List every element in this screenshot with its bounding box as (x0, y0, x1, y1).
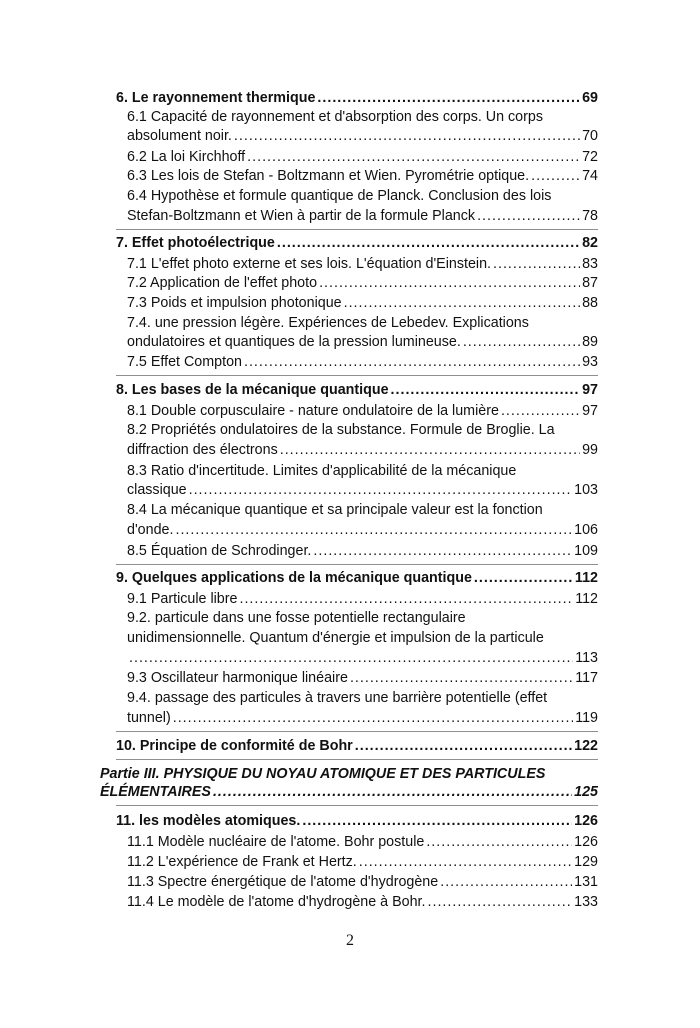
dot-leader (175, 520, 572, 540)
toc-entry-title: Stefan-Boltzmann et Wien à partir de la formule Planck (127, 208, 476, 224)
toc-section-entry[interactable] (127, 589, 598, 609)
toc-section-entry[interactable] (127, 126, 598, 146)
toc-entry-title: 6. Le rayonnement thermique (116, 90, 316, 106)
toc-entry-title: 11.3 Spectre énergétique de l'atome d'hydrogène (127, 874, 439, 890)
dot-leader (531, 166, 580, 186)
toc-section-entry[interactable] (127, 420, 598, 440)
toc-entry-title: 9. Quelques applications de la mécanique quantique (116, 570, 472, 586)
toc-page-number: 82 (582, 235, 598, 251)
toc-section-entry[interactable] (127, 628, 598, 648)
dot-leader (280, 440, 580, 460)
toc-entry-title: classique (127, 482, 187, 498)
toc-section-entry[interactable] (127, 147, 598, 167)
toc-entry-title: tunnel) (127, 710, 171, 726)
toc-section-entry[interactable] (127, 440, 598, 460)
toc-entry-title: 8.4 La mécanique quantique et sa principale valeur est la fonction (127, 502, 543, 518)
toc-entry-title: 8. Les bases de la mécanique quantique (116, 382, 389, 398)
toc-section-entry[interactable] (127, 892, 598, 912)
toc-section-entry[interactable] (127, 852, 598, 872)
toc-entry-title: diffraction des électrons (127, 442, 278, 458)
dot-leader (313, 541, 572, 561)
dot-leader (319, 273, 580, 293)
toc-entry-title: 11.1 Modèle nucléaire de l'atome. Bohr postule (127, 834, 425, 850)
toc-entry-title: 6.2 La loi Kirchhoff (127, 149, 246, 165)
toc-chapter-entry[interactable] (116, 811, 598, 831)
toc-entry-title: 8.3 Ratio d'incertitude. Limites d'applicabilité de la mécanique (127, 463, 517, 479)
dot-leader (350, 668, 573, 688)
toc-chapter-entry[interactable] (116, 88, 598, 108)
dot-leader (463, 332, 580, 352)
toc-entry-title: absolument noir. (127, 128, 232, 144)
toc-section-entry[interactable] (127, 206, 598, 226)
toc-section-entry[interactable] (127, 832, 598, 852)
toc-page-number: 133 (574, 894, 598, 910)
toc-page-number: 125 (574, 784, 598, 800)
toc-page-number: 106 (574, 522, 598, 538)
dot-leader (247, 147, 580, 167)
toc-page-number: 83 (582, 256, 598, 272)
toc-section-entry[interactable] (127, 352, 598, 372)
toc-section-entry[interactable] (127, 541, 598, 561)
toc-section-entry[interactable] (127, 608, 598, 628)
toc-entry-title: 9.4. passage des particules à travers une barrière potentielle (effet (127, 690, 548, 706)
toc-entry-title: 6.3 Les lois de Stefan - Boltzmann et Wien. Pyrométrie optique. (127, 168, 530, 184)
toc-entry-title: unidimensionnelle. Quantum d'énergie et impulsion de la particule (127, 630, 544, 646)
toc-chapter-entry[interactable] (116, 233, 598, 253)
toc-section-entry[interactable] (127, 668, 598, 688)
dot-leader (239, 589, 573, 609)
dot-leader (244, 352, 580, 372)
toc-entry-title: ÉLÉMENTAIRES (100, 784, 211, 800)
dot-leader (355, 736, 572, 756)
toc-page-number: 109 (574, 543, 598, 559)
toc-entry-title: d'onde. (127, 522, 174, 538)
toc-entry-title: 9.3 Oscillateur harmonique linéaire (127, 670, 348, 686)
toc-page-number: 126 (574, 834, 598, 850)
dot-leader (189, 480, 573, 500)
toc-section-entry[interactable] (127, 332, 598, 352)
toc-entry-title: 11. les modèles atomiques. (116, 813, 301, 829)
dot-leader (302, 811, 572, 831)
toc-section-entry[interactable] (127, 461, 598, 481)
toc-page-number: 117 (575, 670, 598, 686)
toc-section-entry[interactable] (127, 872, 598, 892)
toc-entry-title: 7.2 Application de l'effet photo (127, 275, 318, 291)
dot-leader (317, 88, 580, 108)
toc-entry-title: 8.2 Propriétés ondulatoires de la substance. Formule de Broglie. La (127, 422, 555, 438)
toc-page-number: 103 (574, 482, 598, 498)
toc-section-entry[interactable] (127, 273, 598, 293)
toc-section-entry[interactable] (127, 480, 598, 500)
toc-entry-title: 6.4 Hypothèse et formule quantique de Planck. Conclusion des lois (127, 188, 552, 204)
dot-leader (391, 380, 581, 400)
toc-section-entry[interactable] (127, 401, 598, 421)
toc-page-number: 112 (574, 570, 598, 586)
toc-page-number: 87 (582, 275, 598, 291)
toc-page-number: 97 (582, 382, 598, 398)
toc-page-number: 97 (582, 403, 598, 419)
toc-page-number: 122 (574, 738, 598, 754)
section-divider (116, 759, 598, 760)
section-divider (116, 564, 598, 565)
toc-section-entry[interactable] (127, 293, 598, 313)
toc-section-entry[interactable] (127, 186, 598, 206)
toc-section-entry[interactable] (127, 500, 598, 520)
toc-page-number: 99 (582, 442, 598, 458)
toc-entry-title: 7.3 Poids et impulsion photonique (127, 295, 342, 311)
toc-page-number: 74 (582, 168, 598, 184)
toc-page-number: 126 (574, 813, 598, 829)
dot-leader (234, 126, 580, 146)
toc-part-heading[interactable] (100, 764, 598, 784)
toc-entry-title: 6.1 Capacité de rayonnement et d'absorption des corps. Un corps (127, 109, 543, 125)
toc-page-number: 72 (582, 149, 598, 165)
toc-entry-title: 11.2 L'expérience de Frank et Hertz. (127, 854, 357, 870)
toc-page-number: 69 (582, 90, 598, 106)
dot-leader (501, 401, 580, 421)
toc-page-number: 93 (582, 354, 598, 370)
toc-section-entry[interactable] (127, 520, 598, 540)
toc-section-entry[interactable] (127, 166, 598, 186)
section-divider (116, 805, 598, 806)
toc-entry-title: Partie III. PHYSIQUE DU NOYAU ATOMIQUE ET DES PARTICULES (100, 766, 546, 782)
toc-entry-title: 9.2. particule dans une fosse potentielle rectangulaire (127, 610, 466, 626)
dot-leader (426, 832, 572, 852)
toc-section-entry[interactable] (127, 708, 598, 728)
toc-chapter-entry[interactable] (116, 736, 598, 756)
section-divider (116, 229, 598, 230)
page-number: 2 (346, 932, 354, 949)
dot-leader (428, 892, 573, 912)
toc-page-number: 89 (582, 334, 598, 350)
toc-part-heading[interactable] (100, 782, 598, 802)
toc-page-number: 78 (582, 208, 598, 224)
toc-section-entry[interactable] (127, 254, 598, 274)
dot-leader (213, 782, 572, 802)
section-divider (116, 375, 598, 376)
toc-section-entry[interactable] (127, 648, 598, 668)
dot-leader (277, 233, 580, 253)
toc-page-number: 112 (575, 591, 598, 607)
toc-section-entry[interactable] (127, 688, 598, 708)
toc-entry-title: 9.1 Particule libre (127, 591, 238, 607)
toc-entry-title: 8.5 Équation de Schrodinger. (127, 543, 312, 559)
toc-entry-title: 11.4 Le modèle de l'atome d'hydrogène à Bohr. (127, 894, 426, 910)
dot-leader (474, 568, 573, 588)
toc-entry-title: 7. Effet photoélectrique (116, 235, 275, 251)
dot-leader (359, 852, 572, 872)
toc-page-number: 131 (574, 874, 598, 890)
dot-leader (173, 708, 573, 728)
toc-page-number: 70 (582, 128, 598, 144)
dot-leader (440, 872, 572, 892)
dot-leader (493, 254, 580, 274)
toc-entry-title: 7.1 L'effet photo externe et ses lois. L'équation d'Einstein. (127, 256, 492, 272)
toc-page-number: 88 (582, 295, 598, 311)
toc-page-number: 119 (575, 710, 598, 726)
toc-entry-title: ondulatoires et quantiques de la pression lumineuse. (127, 334, 461, 350)
section-divider (116, 731, 598, 732)
toc-page-number: 129 (574, 854, 598, 870)
toc-section-entry[interactable] (127, 107, 598, 127)
dot-leader (477, 206, 580, 226)
toc-entry-title: 7.4. une pression légère. Expériences de Lebedev. Explications (127, 315, 529, 331)
toc-entry-title: 8.1 Double corpusculaire - nature ondulatoire de la lumière (127, 403, 499, 419)
dot-leader (129, 648, 573, 668)
toc-chapter-entry[interactable] (116, 380, 598, 400)
dot-leader (344, 293, 580, 313)
toc-entry-title: 7.5 Effet Compton (127, 354, 242, 370)
toc-entry-title: 10. Principe de conformité de Bohr (116, 738, 353, 754)
toc-section-entry[interactable] (127, 313, 598, 333)
toc-chapter-entry[interactable] (116, 568, 598, 588)
toc-page-number: 113 (575, 650, 598, 666)
